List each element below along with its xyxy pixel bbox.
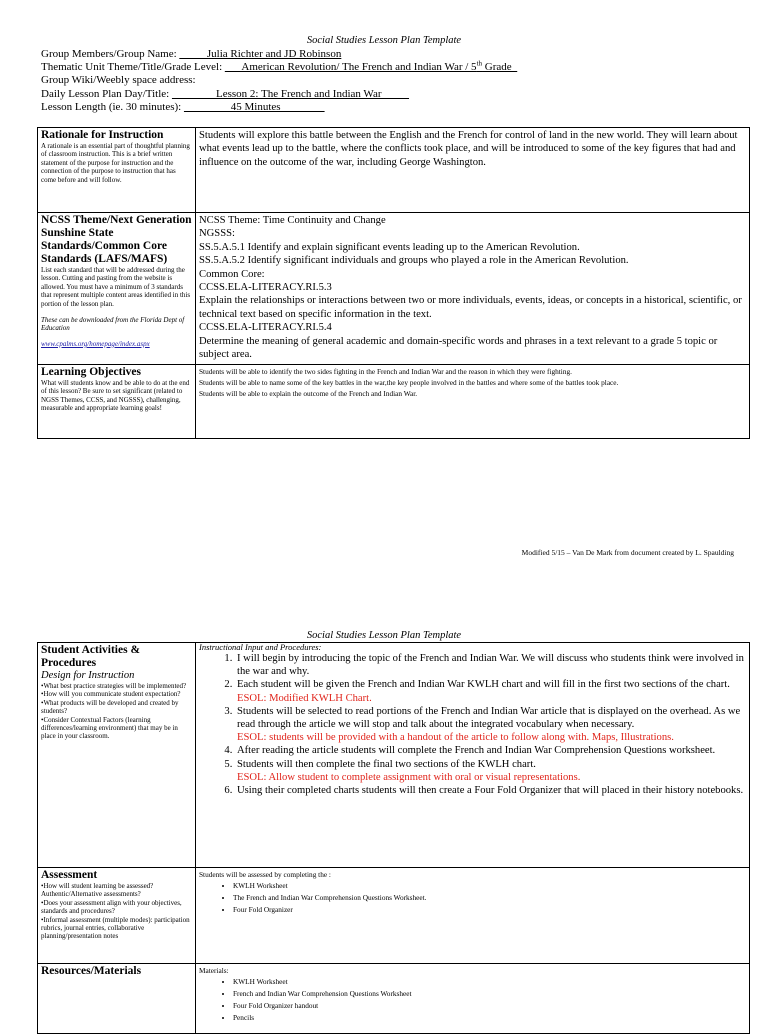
theme-tail: Grade_ (482, 61, 518, 73)
objectives-label-cell (38, 365, 196, 439)
activities-subheading: Design for Instruction (41, 670, 135, 681)
resources-list (199, 976, 746, 1024)
ncss-heading: NCSS Theme/Next Generation Sunshine State Standards/Common Core Standards (LAFS/MAFS) (41, 214, 192, 265)
resources-row (38, 964, 750, 1034)
resource-item: • Pencils (233, 1012, 746, 1024)
assessment-list (199, 880, 746, 916)
assessment-note: •Does your assessment align with your objectives, standards and procedures? (41, 898, 182, 916)
assessment-item: • KWLH Worksheet (233, 880, 746, 892)
ncss-download-note: These can be downloaded from the Florida Dept of Education (41, 316, 185, 333)
theme-line (41, 61, 517, 73)
rationale-heading: Rationale for Instruction (41, 129, 164, 141)
objective-line: Students will be able to name some of the key battles in the war,the key people involved in the battles and where some of the battles took place. (199, 378, 619, 387)
activities-note: •How will you communicate student expectation? (41, 690, 181, 699)
length-label: Lesson Length (ie. 30 minutes): (41, 101, 184, 113)
procedure-step: 4. After reading the article students will complete the French and Indian War Comprehension Questions worksheet. (235, 744, 746, 757)
procedure-step: 1. I will begin by introducing the topic of the French and Indian War. We will discuss who students think were involved in the war and why. (235, 652, 746, 678)
objective-line: Students will be able to identify the two sides fighting in the French and Indian War and the reason in which they were fighting. (199, 367, 572, 376)
rationale-content: Students will explore this battle between the English and the French for control of land in the new world. They will learn about what events lead up to the battle, where the conflicts took place, and will be introduced to some of the key figures that had and influence on the outcome of the war, including George Washington. (199, 130, 738, 168)
activities-note: •What products will be developed and created by students? (41, 698, 179, 716)
esol-note: ESOL: Modified KWLH Chart. (237, 692, 372, 704)
procedure-step: 2. Each student will be given the French and Indian War KWLH chart and will fill in the first two sections of the chart. ESOL: Modified KWLH Chart. (235, 678, 746, 704)
procedure-step: 3. Students will be selected to read portions of the French and Indian War article that is displayed on the overhead. As we read through the article we will stop and talk about the integrated vocabulary when necessary. ESOL: students will be provided with a handout of the article to follow along with. Maps, Illustrations. (235, 705, 746, 745)
theme-label: Thematic Unit Theme/Title/Grade Level: (41, 61, 225, 73)
wiki-label: Group Wiki/Weebly space address: (41, 74, 196, 86)
resource-item: • KWLH Worksheet (233, 976, 746, 988)
objectives-note: What will students know and be able to do at the end of this lesson? Be sure to set significant (related to NGSS Themes, CCSS, and NGSSS), challenging, measurable and appropriate learning goals! (41, 379, 190, 413)
resource-item: • French and Indian War Comprehension Questions Worksheet (233, 988, 746, 1000)
esol-note: ESOL: students will be provided with a handout of the article to follow along with. Maps, Illustrations. (237, 732, 674, 744)
objectives-heading: Learning Objectives (41, 366, 141, 378)
ncss-line: Explain the relationships or interactions between two or more individuals, events, ideas, or concepts in a historical, scientific, or technical text based on specific information in the text. (199, 295, 742, 320)
assessment-label-cell (38, 868, 196, 964)
rationale-row (38, 128, 750, 213)
rationale-note: A rationale is an essential part of thoughtful planning of classroom instruction. This is a brief written statement of the purpose for instruction and the connection of the purpose to instruction that has come before and will follow. (41, 142, 190, 184)
ncss-line: SS.5.A.5.1 Identify and explain significant events leading up to the American Revolution. (199, 241, 580, 253)
ncss-line: NGSSS: (199, 228, 235, 240)
procedure-step: 6. Using their completed charts students will then create a Four Fold Organizer that will placed in their history notebooks. (235, 784, 746, 797)
lesson-line (41, 88, 409, 100)
rationale-label-cell (38, 128, 196, 213)
theme-sup: th (476, 59, 483, 68)
activities-heading: Student Activities & Procedures (41, 644, 141, 669)
assessment-item: • Four Fold Organizer (233, 904, 746, 916)
objective-line: Students will be able to explain the outcome of the French and Indian War. (199, 389, 418, 398)
objectives-row (38, 365, 750, 439)
rationale-content-cell (196, 128, 750, 213)
page-title-2: Social Studies Lesson Plan Template (306, 630, 462, 641)
ncss-label-cell (38, 213, 196, 365)
procedures-intro: Instructional Input and Procedures: (199, 642, 322, 652)
resource-item: • Four Fold Organizer handout (233, 1000, 746, 1012)
lesson-label: Daily Lesson Plan Day/Title: (41, 88, 172, 100)
assessment-note: •How will student learning be assessed? Authentic/Alternative assessments? (41, 882, 154, 899)
assessment-item: • The French and Indian War Comprehension Questions Worksheet. (233, 892, 746, 904)
activities-label-cell (38, 643, 196, 868)
assessment-row (38, 868, 750, 964)
page-title: Social Studies Lesson Plan Template (306, 35, 462, 46)
activities-note: •What best practice strategies will be implemented? (41, 682, 187, 690)
ncss-row (38, 213, 750, 365)
ncss-line: Common Core: (199, 268, 265, 280)
resources-heading: Resources/Materials (41, 965, 142, 977)
activities-note: •Consider Contextual Factors (learning differences/learning environment) that may be in place in your classroom. (41, 715, 178, 741)
group-members-value: _____Julia Richter and JD Robinson (179, 48, 342, 60)
esol-note: ESOL: Allow student to complete assignment with oral or visual representations. (237, 771, 581, 783)
ncss-content-cell (196, 213, 750, 365)
length-line (41, 101, 325, 113)
group-members-label: Group Members/Group Name: (41, 48, 180, 60)
lesson-plan-table-2 (37, 642, 750, 1034)
theme-value: ___American Revolution/ The French and Indian War / 5 (224, 61, 477, 73)
ncss-line: Determine the meaning of general academic and domain-specific words and phrases in a text relevant to a grade 5 topic or subject area. (199, 335, 718, 361)
ncss-note: List each standard that will be addressed during the lesson. Cutting and pasting from the website is allowed. You must have a minimum of 3 standards that represent multiple content areas identified in this portion of the lesson plan. (41, 266, 191, 308)
objectives-content-cell (196, 365, 750, 439)
resources-content-cell (196, 964, 750, 1034)
assessment-heading: Assessment (41, 869, 98, 881)
activities-content-cell (196, 643, 750, 868)
assessment-intro: Students will be assessed by completing the : (199, 870, 331, 879)
ncss-line: CCSS.ELA-LITERACY.RI.5.3 (199, 282, 332, 294)
resources-label-cell (38, 964, 196, 1034)
length-value: __ ______45 Minutes________ (183, 101, 325, 113)
procedure-list (199, 652, 746, 797)
cpalms-link[interactable]: www.cpalms.org/homepage/index.aspx (41, 339, 150, 348)
activities-row (38, 643, 750, 868)
group-members-line (41, 48, 341, 60)
ncss-line: SS.5.A.5.2 Identify significant individuals and groups who played a role in the American Revolution. (199, 255, 629, 267)
resources-intro: Materials: (199, 966, 229, 975)
wiki-line (41, 74, 196, 86)
assessment-content-cell (196, 868, 750, 964)
ncss-line: CCSS.ELA-LITERACY.RI.5.4 (199, 322, 332, 334)
lesson-plan-table-1 (37, 127, 750, 439)
ncss-line: NCSS Theme: Time Continuity and Change (199, 215, 386, 226)
assessment-note: •Informal assessment (multiple modes): participation rubrics, journal entries, collaborative planning/presentation notes (41, 915, 190, 941)
lesson-value: ________Lesson 2: The French and Indian War_____ (171, 88, 409, 100)
footer-credit: Modified 5/15 – Van De Mark from document created by L. Spaulding (521, 548, 734, 557)
procedure-step: 5. Students will then complete the final two sections of the KWLH chart. ESOL: Allow student to complete assignment with oral or visual representations. (235, 758, 746, 784)
